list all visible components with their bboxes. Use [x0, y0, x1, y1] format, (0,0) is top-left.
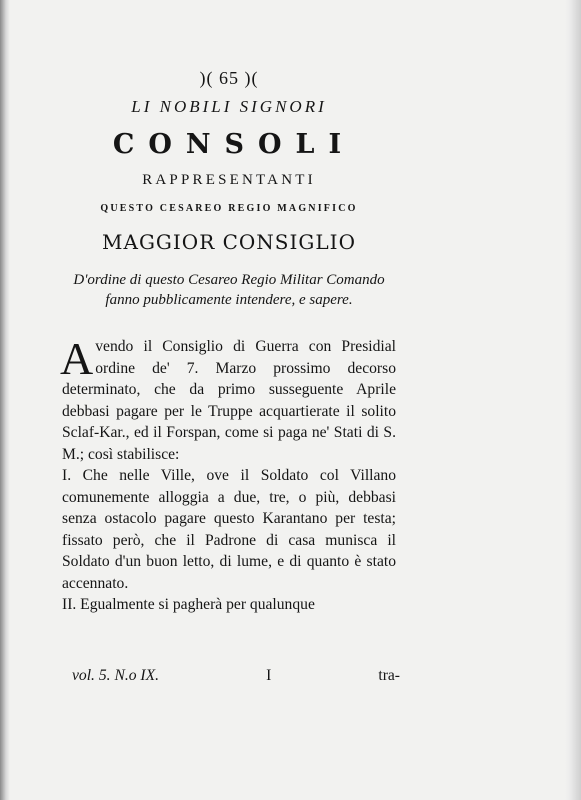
article-1: I. Che nelle Ville, ove il Soldato col Villano comunemente alloggia a due, tre, o più, debbasi senza ostacolo pagare questo Karantano per testa; fissato però, che il Padrone di casa munisca il Soldato d'un buon letto, di lume, e di quanto è stato accennato.: [62, 467, 396, 592]
page-content: [62, 68, 396, 616]
spine-shadow: [0, 0, 10, 800]
heading-rappresentanti: RAPPRESENTANTI: [142, 172, 316, 188]
page-footer: [72, 667, 400, 685]
body-text: [60, 333, 396, 616]
heading-maggior-consiglio: MAGGIOR CONSIGLIO: [102, 230, 356, 254]
catchword: tra-: [378, 667, 400, 684]
sheet-mark: I: [266, 667, 272, 684]
drop-cap: A: [60, 333, 94, 384]
intro-paragraph: D'ordine di questo Cesareo Regio Militar Comando fanno pubblicamente intendere, e sapere.: [73, 272, 385, 308]
first-paragraph: [60, 333, 396, 465]
heading-nobili-signori: LI NOBILI SIGNORI: [131, 97, 327, 116]
heading-cesareo: QUESTO CESAREO REGIO MAGNIFICO: [100, 203, 358, 214]
signature-mark: vol. 5. N.o IX.: [72, 667, 160, 684]
first-paragraph-text: vendo il Consiglio di Guerra con Presidial ordine de' 7. Marzo prossimo decorso determinato, che da primo susseguente Aprile debbasi pagare per le Truppe acquartierate il solito Sclaf-Kar., ed il Forspan, come si paga ne' Stati di S. M.; così stabilisce:: [62, 338, 396, 463]
page-edge: [565, 0, 581, 800]
heading-consoli: CONSOLI: [112, 129, 356, 160]
article-2: II. Egualmente si pagherà per qualunque: [62, 596, 315, 613]
page-number: )( 65 )(: [199, 68, 259, 88]
